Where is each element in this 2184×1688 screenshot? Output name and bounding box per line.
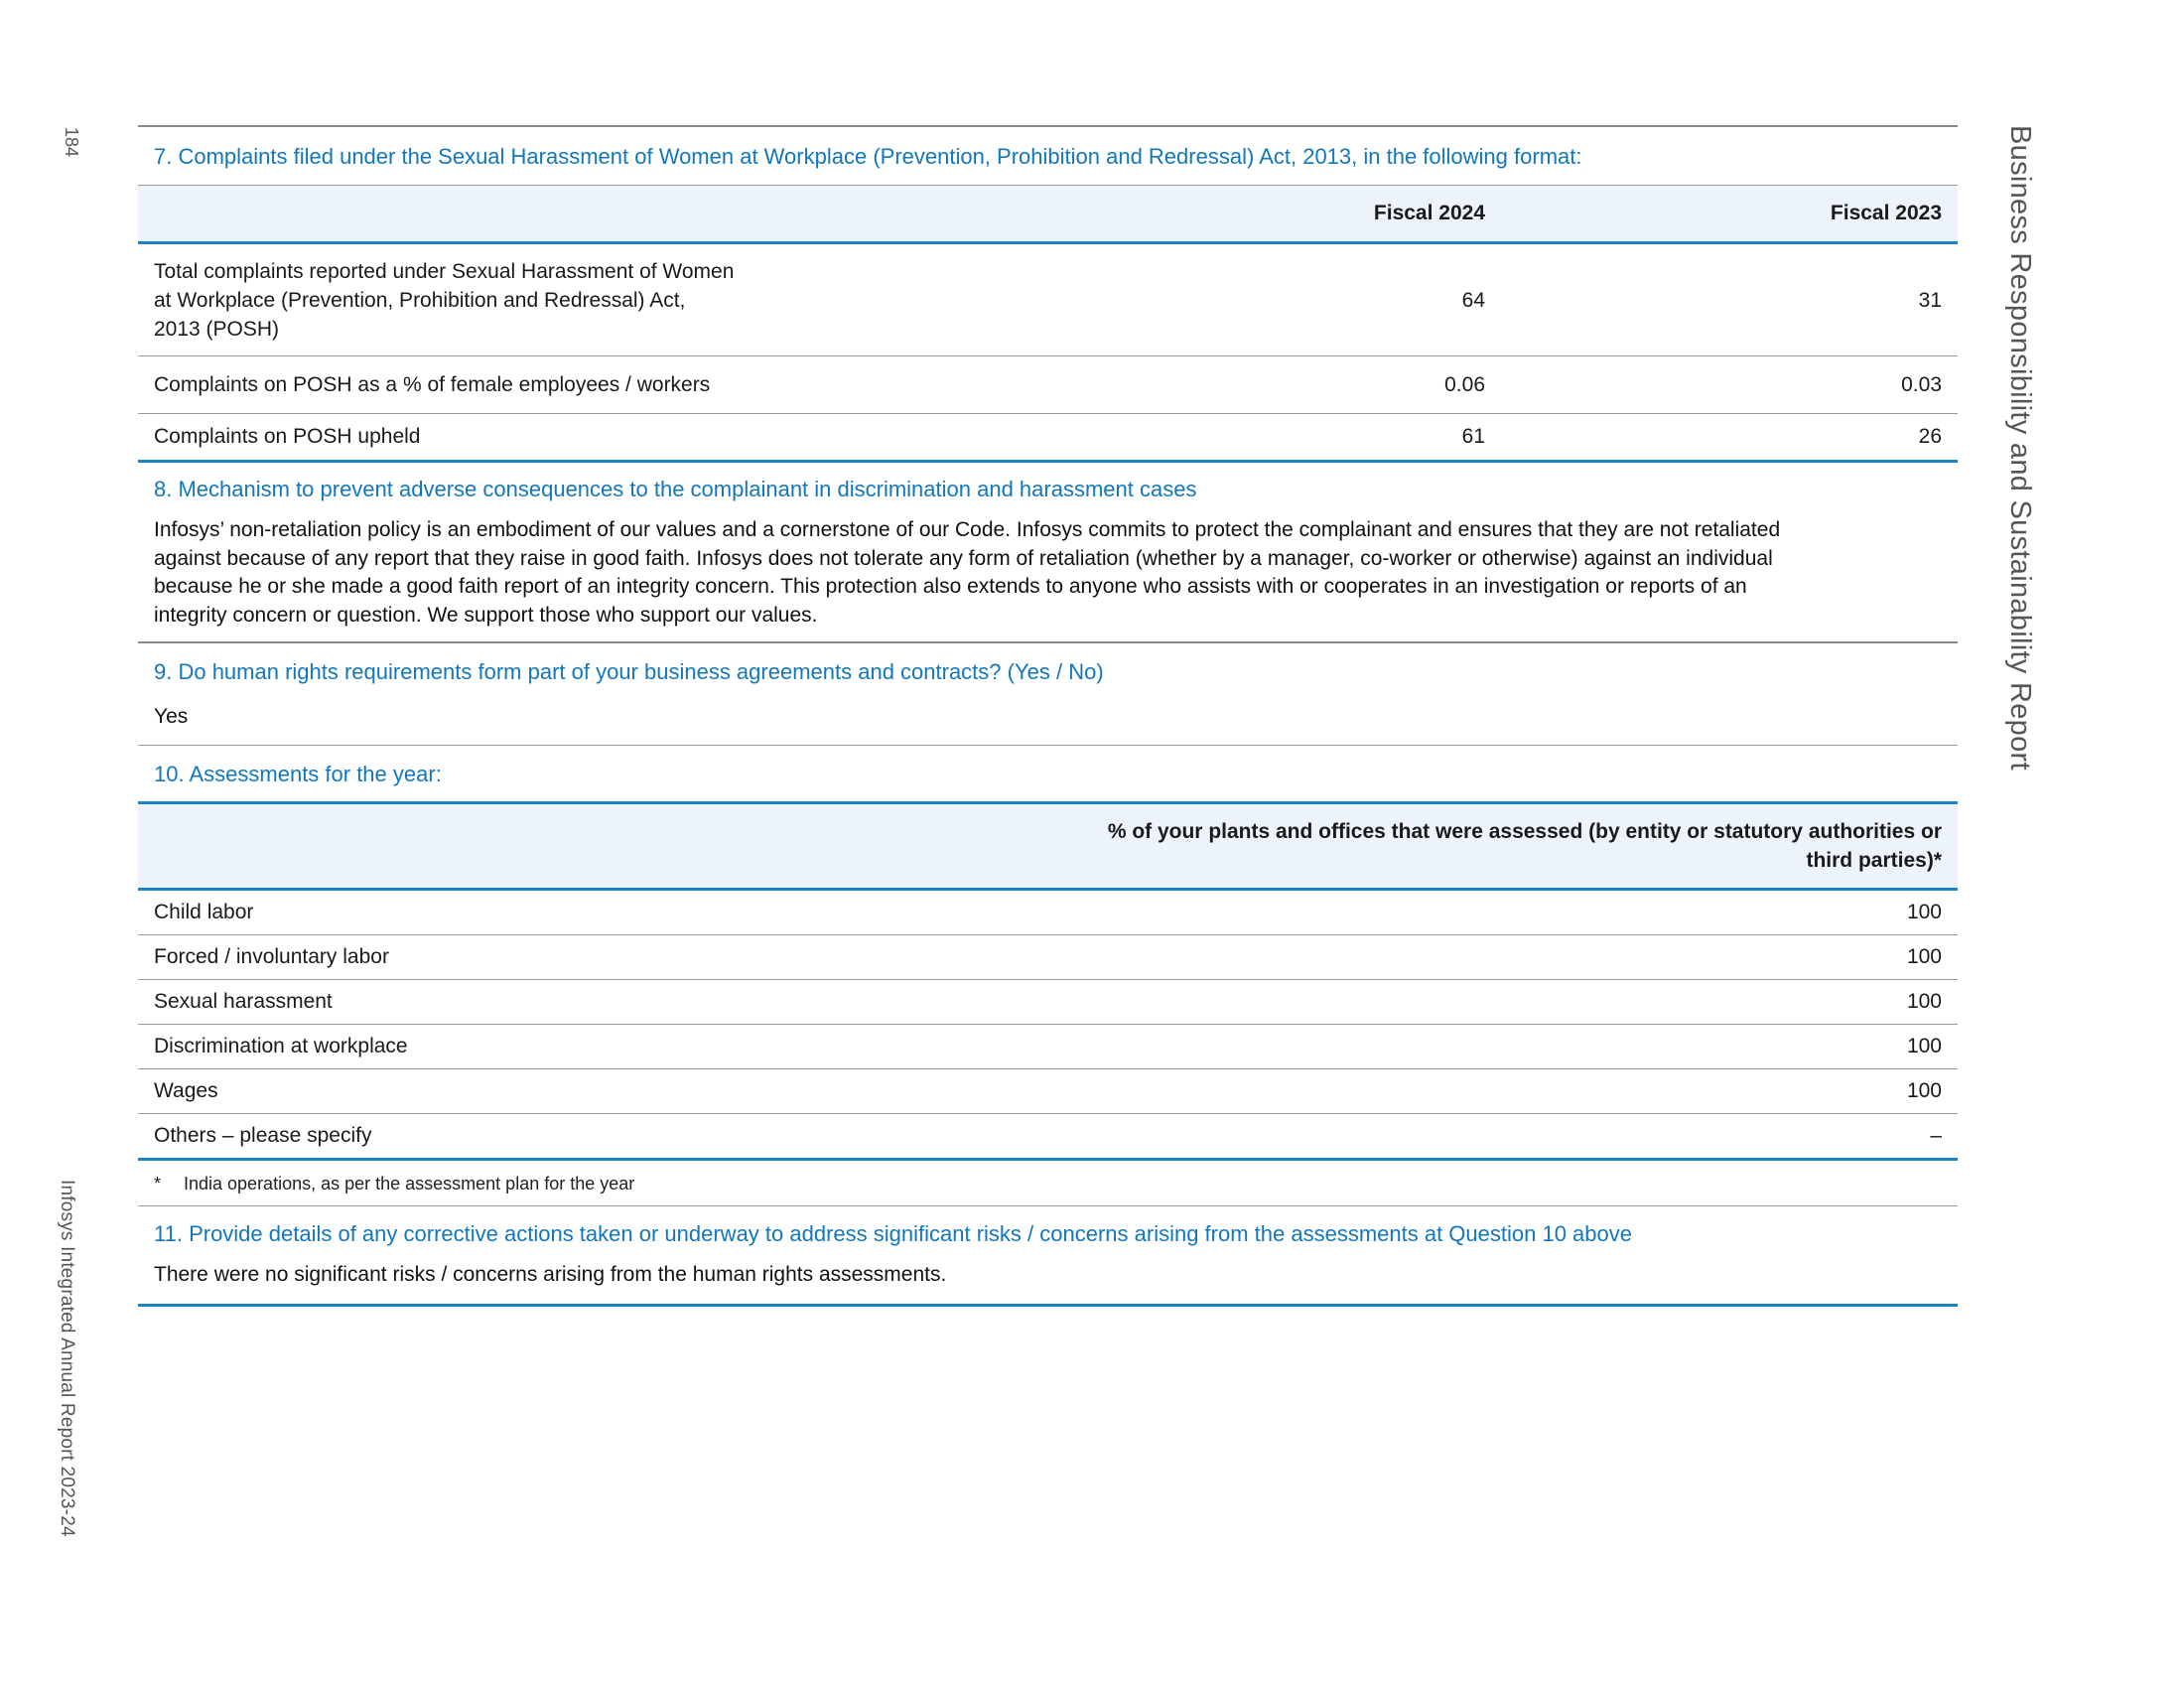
answer-line: because he or she made a good faith report of an integrity concern. This protection also extends to anyone who assists with or cooperates in an investigation or reports of an: [154, 575, 1747, 598]
table-row: [138, 414, 1958, 460]
row-label: Discrimination at workplace: [154, 1035, 408, 1057]
row-label: Child labor: [154, 901, 254, 923]
row-label: Complaints on POSH as a % of female employees / workers: [154, 372, 711, 396]
page-number: 184: [62, 127, 81, 158]
fiscal-2023-value: 0.03: [1901, 372, 1942, 396]
q9-heading: 9. Do human rights requirements form part of your business agreements and contracts? (Yes / No): [154, 659, 1104, 684]
table-row: [138, 1114, 1958, 1158]
bottom-rule: [138, 1304, 1958, 1307]
footnote-text: India operations, as per the assessment plan for the year: [184, 1174, 635, 1194]
row-label-line: 2013 (POSH): [154, 317, 280, 341]
q10-heading: 10. Assessments for the year:: [154, 762, 442, 786]
table-row: [138, 1025, 1958, 1068]
row-label: [138, 257, 929, 344]
report-title-side: Infosys Integrated Annual Report 2023-24: [57, 1180, 77, 1537]
q11-heading: 11. Provide details of any corrective actions taken or underway to address significant risks / concerns arising from the assessments at Question 10 above: [154, 1221, 1632, 1246]
col-fiscal-2023: Fiscal 2023: [1830, 202, 1942, 224]
row-label: Complaints on POSH upheld: [154, 425, 421, 448]
q7-table-header: [138, 186, 1958, 241]
table-row: [138, 891, 1958, 934]
fiscal-2024-value: 64: [1461, 288, 1485, 312]
row-value: 100: [1906, 990, 1942, 1013]
answer-line: against because of any report that they raise in good faith. Infosys does not tolerate any form of retaliation (whether by a manager, co-worker or otherwise) against an individual: [154, 546, 1773, 570]
answer-line: Infosys’ non-retaliation policy is an embodiment of our values and a cornerstone of our Code. Infosys commits to protect the complainant and ensures that they are not retaliated: [154, 518, 1781, 541]
main-content: [138, 125, 1958, 1307]
table-row: [138, 935, 1958, 979]
answer-line: integrity concern or question. We support those who support our values.: [154, 603, 818, 627]
section-title-side: Business Responsibility and Sustainability Report: [2004, 125, 2036, 771]
row-value: –: [1930, 1124, 1942, 1147]
footnote-marker: *: [154, 1174, 162, 1194]
row-label: Wages: [154, 1079, 218, 1102]
table-row: [138, 980, 1958, 1024]
table-row: [138, 244, 1958, 355]
q7-header-blank: [138, 186, 929, 241]
q7-heading: 7. Complaints filed under the Sexual Harassment of Women at Workplace (Prevention, Prohibition and Redressal) Act, 2013, in the following format:: [154, 144, 1582, 169]
row-label: Forced / involuntary labor: [154, 945, 389, 968]
q10-column-header-line: % of your plants and offices that were assessed (by entity or statutory authorities or: [1107, 820, 1942, 843]
q8-answer: [138, 512, 1958, 641]
row-value: 100: [1906, 1035, 1942, 1057]
table-row: [138, 1069, 1958, 1113]
row-value: 100: [1906, 945, 1942, 968]
q9-answer: Yes: [154, 705, 189, 728]
row-label: Sexual harassment: [154, 990, 333, 1013]
fiscal-2024-value: 61: [1461, 425, 1485, 448]
table-row: [138, 356, 1958, 413]
q8-heading: 8. Mechanism to prevent adverse consequences to the complainant in discrimination and harassment cases: [154, 477, 1197, 501]
row-value: 100: [1906, 901, 1942, 923]
row-value: 100: [1906, 1079, 1942, 1102]
fiscal-2024-value: 0.06: [1444, 372, 1485, 396]
q10-table-header: [138, 804, 1958, 888]
row-label-line: at Workplace (Prevention, Prohibition and Redressal) Act,: [154, 288, 686, 312]
q10-footnote: [138, 1161, 1958, 1205]
row-label: Others – please specify: [154, 1124, 372, 1147]
col-fiscal-2024: Fiscal 2024: [1373, 202, 1485, 224]
fiscal-2023-value: 31: [1918, 288, 1942, 312]
q11-answer: There were no significant risks / concerns arising from the human rights assessments.: [154, 1263, 947, 1286]
row-label-line: Total complaints reported under Sexual Harassment of Women: [154, 259, 735, 283]
q10-column-header-line: third parties)*: [1806, 849, 1942, 872]
fiscal-2023-value: 26: [1918, 425, 1942, 448]
